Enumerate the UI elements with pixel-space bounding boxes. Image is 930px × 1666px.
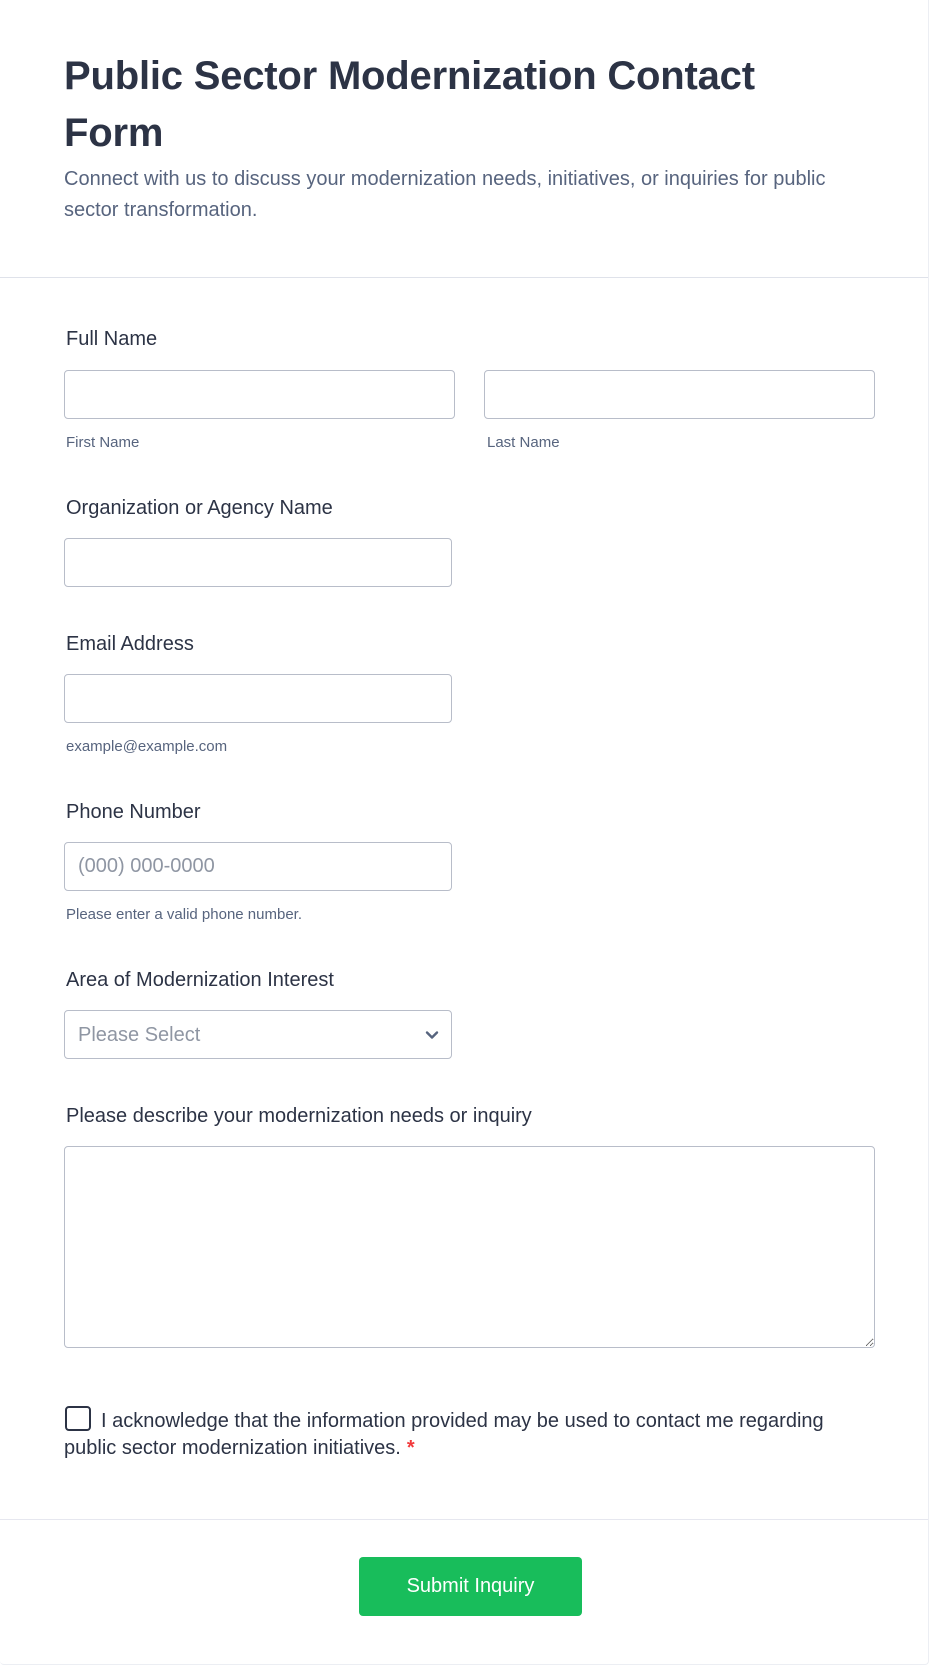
organization-label: Organization or Agency Name (66, 497, 333, 519)
submit-inquiry-button[interactable]: Submit Inquiry (359, 1557, 582, 1616)
required-marker: * (406, 1437, 415, 1459)
description-label: Please describe your modernization needs or inquiry (66, 1105, 532, 1127)
email-label: Email Address (66, 633, 194, 655)
footer-divider (0, 1519, 928, 1520)
first-name-sublabel: First Name (66, 434, 140, 451)
last-name-sublabel: Last Name (487, 434, 560, 451)
last-name-input[interactable] (484, 370, 875, 419)
phone-label: Phone Number (66, 801, 201, 823)
first-name-input[interactable] (64, 370, 455, 419)
interest-select-value: Please Select (78, 1024, 201, 1046)
interest-label: Area of Modernization Interest (66, 969, 334, 991)
form-header (0, 0, 928, 278)
page-subtitle: Connect with us to discuss your modernization needs, initiatives, or inquiries for public sector transformation. (64, 168, 826, 221)
acknowledgement-text: I acknowledge that the information provided may be used to contact me regarding public sector modernization initiatives. (64, 1410, 824, 1459)
phone-input[interactable] (64, 842, 452, 891)
interest-select[interactable] (64, 1010, 452, 1059)
email-sublabel: example@example.com (66, 738, 228, 755)
acknowledgement-row (64, 1406, 824, 1462)
email-input[interactable] (64, 674, 452, 723)
description-textarea[interactable] (64, 1146, 875, 1348)
chevron-down-icon (425, 1028, 439, 1042)
full-name-label: Full Name (66, 328, 158, 350)
page-title: Public Sector Modernization Contact Form (64, 54, 755, 155)
acknowledgement-checkbox[interactable] (65, 1406, 91, 1431)
phone-sublabel: Please enter a valid phone number. (66, 906, 302, 923)
organization-input[interactable] (64, 538, 452, 587)
